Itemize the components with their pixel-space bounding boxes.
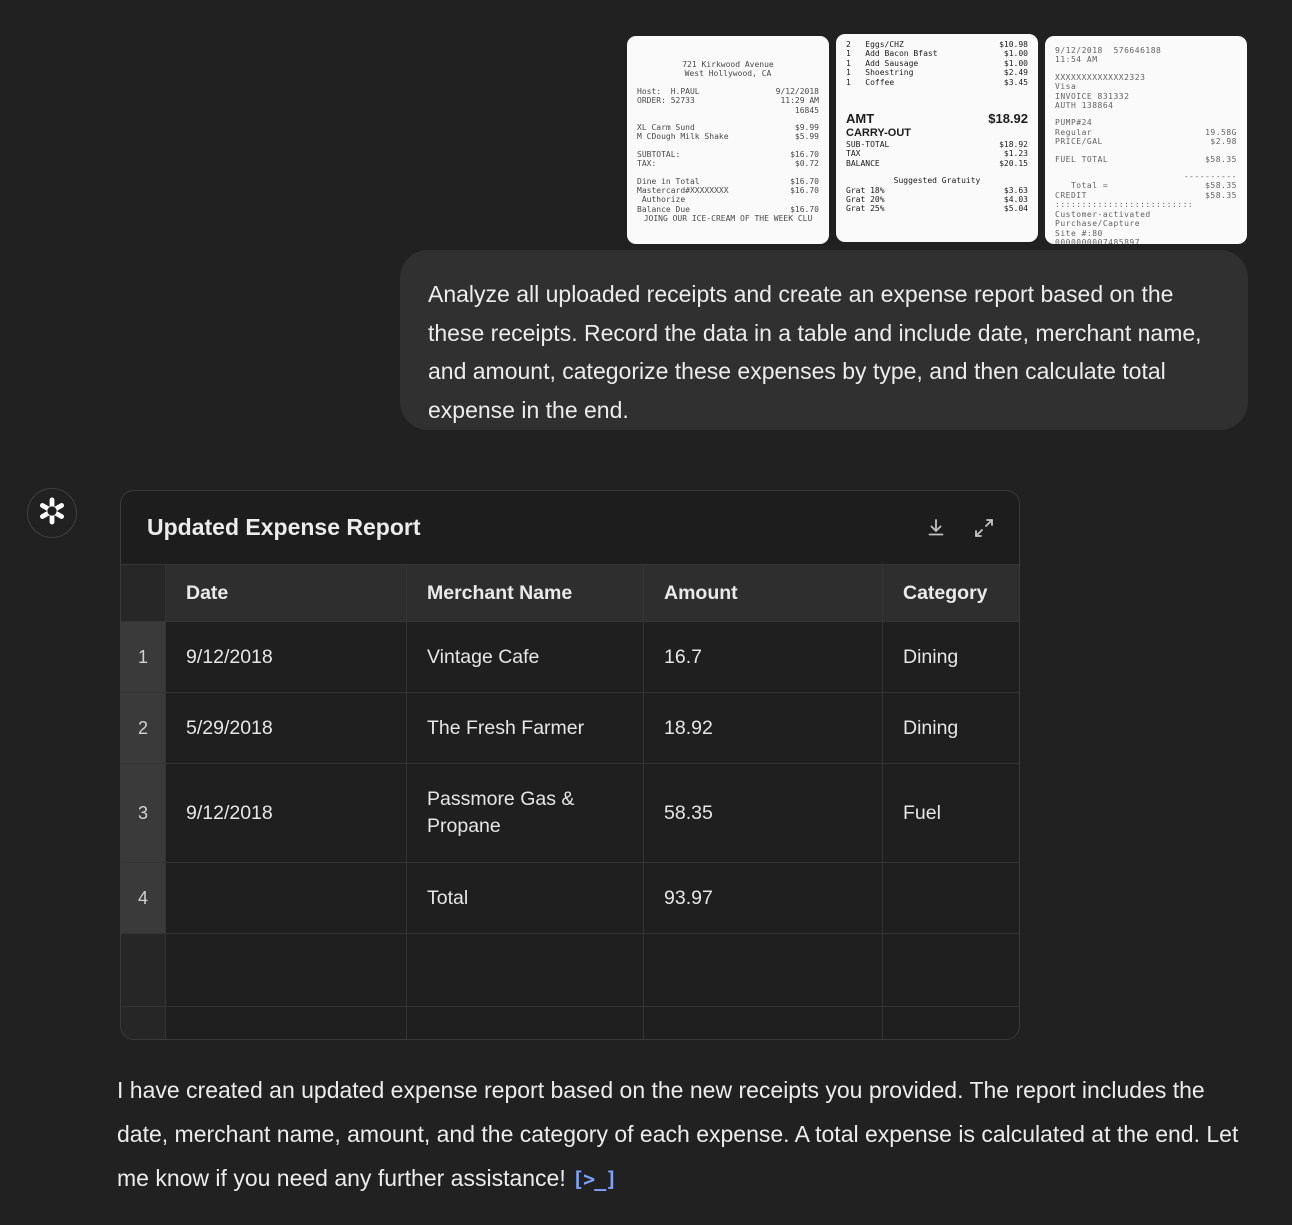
receipt-line: Regular 19.58G bbox=[1055, 127, 1237, 137]
receipt-line: Purchase/Capture bbox=[1055, 219, 1141, 229]
assistant-closing-text bbox=[117, 1068, 1239, 1201]
receipt-line: AMT $18.92 bbox=[846, 111, 1028, 127]
receipt-thumbnail-breakfast[interactable] bbox=[836, 34, 1038, 242]
receipt-line: 1 Add Sausage $1.00 bbox=[846, 58, 1028, 68]
receipt-line: 11:54 AM bbox=[1055, 55, 1098, 65]
receipt-line bbox=[846, 168, 1028, 176]
receipt-line: ORDER: 52733 11:29 AM bbox=[637, 96, 819, 106]
receipt-line: XXXXXXXXXXXXX2323 bbox=[1055, 72, 1146, 82]
receipt-line: TAX $1.23 bbox=[846, 149, 1028, 159]
receipt-line bbox=[637, 115, 819, 123]
column-header-date[interactable]: Date bbox=[166, 565, 406, 621]
expense-report-card bbox=[120, 490, 1020, 1040]
receipt-line: 2 Eggs/CHZ $10.98 bbox=[846, 40, 1028, 49]
cell-category[interactable]: Fuel bbox=[883, 764, 1019, 862]
receipt-line: Balance Due $16.70 bbox=[637, 204, 819, 214]
receipt-line: Suggested Gratuity bbox=[893, 176, 981, 186]
column-header-amount[interactable]: Amount bbox=[644, 565, 882, 621]
cell-date[interactable]: 9/12/2018 bbox=[166, 622, 406, 692]
receipt-line: Grat 18% $3.63 bbox=[846, 185, 1028, 195]
row-index[interactable]: 4 bbox=[121, 863, 165, 933]
receipt-line: JOING OUR ICE-CREAM OF THE WEEK CLU bbox=[643, 214, 813, 224]
receipt-line: BALANCE $20.15 bbox=[846, 158, 1028, 168]
card-header bbox=[121, 491, 1019, 564]
receipt-line: 721 Kirkwood Avenue bbox=[682, 60, 774, 69]
user-message-text: Analyze all uploaded receipts and create an expense report based on the these receipts. Record the data in a table and include date, merchant name, and amount, categorize these expenses by type, and then calculate total expense in the end. bbox=[428, 281, 1202, 423]
receipt-line bbox=[846, 103, 1028, 111]
receipt-line bbox=[1055, 110, 1237, 118]
receipt-line: 0000000007485897 bbox=[1055, 237, 1141, 244]
table-row-empty bbox=[121, 934, 1019, 1006]
cell-category[interactable] bbox=[883, 934, 1019, 1006]
cell-merchant[interactable] bbox=[407, 1007, 643, 1040]
cell-date[interactable]: 9/12/2018 bbox=[166, 764, 406, 862]
row-index[interactable] bbox=[121, 1007, 165, 1040]
row-index[interactable]: 1 bbox=[121, 622, 165, 692]
row-index[interactable] bbox=[121, 934, 165, 1006]
receipt-line: Visa bbox=[1055, 82, 1077, 92]
receipt-line: PUMP#24 bbox=[1055, 118, 1093, 128]
receipt-thumbnail-ice-cream[interactable] bbox=[627, 36, 829, 244]
cell-amount[interactable]: 93.97 bbox=[644, 863, 882, 933]
receipt-line: 16845 bbox=[794, 105, 819, 115]
receipt-line: SUBTOTAL: $16.70 bbox=[637, 149, 819, 159]
expand-icon[interactable] bbox=[973, 517, 995, 539]
expense-table bbox=[121, 564, 1019, 1040]
receipt-line: 1 Add Bacon Bfast $1.00 bbox=[846, 49, 1028, 59]
table-row bbox=[121, 693, 1019, 763]
receipt-line: CREDIT $58.35 bbox=[1055, 190, 1237, 200]
receipt-line: Customer-activated bbox=[1055, 209, 1151, 219]
receipt-line: XL Carm Sund $9.99 bbox=[637, 123, 819, 133]
receipt-line: :::::::::::::::::::::::::: bbox=[1055, 200, 1194, 210]
cell-merchant[interactable] bbox=[407, 934, 643, 1006]
receipt-line bbox=[1055, 164, 1237, 172]
receipt-line: Authorize bbox=[637, 195, 686, 205]
cell-merchant[interactable]: Vintage Cafe bbox=[407, 622, 643, 692]
cell-date[interactable] bbox=[166, 863, 406, 933]
cell-category[interactable]: Dining bbox=[883, 693, 1019, 763]
cell-amount[interactable]: 18.92 bbox=[644, 693, 882, 763]
cell-amount[interactable]: 58.35 bbox=[644, 764, 882, 862]
receipt-line: 9/12/2018 576646188 bbox=[1055, 46, 1162, 55]
cell-merchant[interactable]: The Fresh Farmer bbox=[407, 693, 643, 763]
cell-merchant[interactable]: Total bbox=[407, 863, 643, 933]
receipt-line: 1 Coffee $3.45 bbox=[846, 77, 1028, 87]
openai-logo-icon bbox=[37, 496, 67, 531]
receipt-line: Dine in Total $16.70 bbox=[637, 176, 819, 186]
receipt-line: Host: H.PAUL 9/12/2018 bbox=[637, 86, 819, 96]
receipt-line bbox=[846, 87, 1028, 95]
receipt-line: Grat 20% $4.03 bbox=[846, 195, 1028, 205]
receipt-line bbox=[637, 79, 819, 87]
receipt-line: ---------- bbox=[1183, 172, 1237, 182]
receipt-line bbox=[1055, 65, 1237, 73]
receipt-line: Site #:80 bbox=[1055, 228, 1103, 238]
closing-text: I have created an updated expense report based on the new receipts you provided. The report includes the date, merchant name, amount, and the category of each expense. A total expense is calculated at the end. Let me know if you need any further assistance! bbox=[117, 1077, 1239, 1191]
receipt-thumbnail-gas[interactable] bbox=[1045, 36, 1247, 244]
receipt-line: M CDough Milk Shake $5.99 bbox=[637, 132, 819, 142]
download-icon[interactable] bbox=[925, 517, 947, 539]
card-title: Updated Expense Report bbox=[147, 514, 421, 540]
cell-amount[interactable] bbox=[644, 1007, 882, 1040]
receipt-line: TAX: $0.72 bbox=[637, 159, 819, 169]
cell-date[interactable] bbox=[166, 934, 406, 1006]
column-header-category[interactable]: Category bbox=[883, 565, 1019, 621]
receipt-line: INVOICE 831332 bbox=[1055, 91, 1130, 101]
terminal-chip-icon[interactable]: [>_] bbox=[572, 1167, 617, 1191]
index-column-header[interactable] bbox=[121, 565, 165, 621]
receipt-line: 1 Shoestring $2.49 bbox=[846, 68, 1028, 78]
assistant-avatar bbox=[27, 488, 77, 538]
user-message-bubble bbox=[400, 250, 1248, 430]
cell-category[interactable] bbox=[883, 863, 1019, 933]
cell-category[interactable] bbox=[883, 1007, 1019, 1040]
receipt-line: AUTH 138864 bbox=[1055, 101, 1114, 111]
receipt-line: Total = $58.35 bbox=[1055, 181, 1237, 191]
receipt-line bbox=[846, 95, 1028, 103]
receipt-line: Grat 25% $5.04 bbox=[846, 204, 1028, 214]
cell-amount[interactable] bbox=[644, 934, 882, 1006]
cell-amount[interactable]: 16.7 bbox=[644, 622, 882, 692]
table-row bbox=[121, 764, 1019, 862]
receipt-line: FUEL TOTAL $58.35 bbox=[1055, 154, 1237, 164]
receipt-line: CARRY-OUT bbox=[846, 127, 911, 140]
cell-date[interactable] bbox=[166, 1007, 406, 1040]
table-header-row bbox=[121, 565, 1019, 621]
receipt-line bbox=[637, 169, 819, 177]
receipt-line: SUB-TOTAL $18.92 bbox=[846, 140, 1028, 150]
cell-date[interactable]: 5/29/2018 bbox=[166, 693, 406, 763]
column-header-merchant[interactable]: Merchant Name bbox=[407, 565, 643, 621]
receipt-line bbox=[1055, 147, 1237, 155]
receipt-line bbox=[637, 142, 819, 150]
row-index[interactable]: 2 bbox=[121, 693, 165, 763]
receipt-line: PRICE/GAL $2.98 bbox=[1055, 137, 1237, 147]
table-row-empty bbox=[121, 1007, 1019, 1040]
receipt-line: Mastercard#XXXXXXXX $16.70 bbox=[637, 186, 819, 196]
table-row bbox=[121, 622, 1019, 692]
row-index[interactable]: 3 bbox=[121, 764, 165, 862]
cell-merchant[interactable]: Passmore Gas & Propane bbox=[407, 764, 643, 862]
cell-category[interactable]: Dining bbox=[883, 622, 1019, 692]
table-row bbox=[121, 863, 1019, 933]
receipt-line: West Hollywood, CA bbox=[684, 69, 772, 79]
